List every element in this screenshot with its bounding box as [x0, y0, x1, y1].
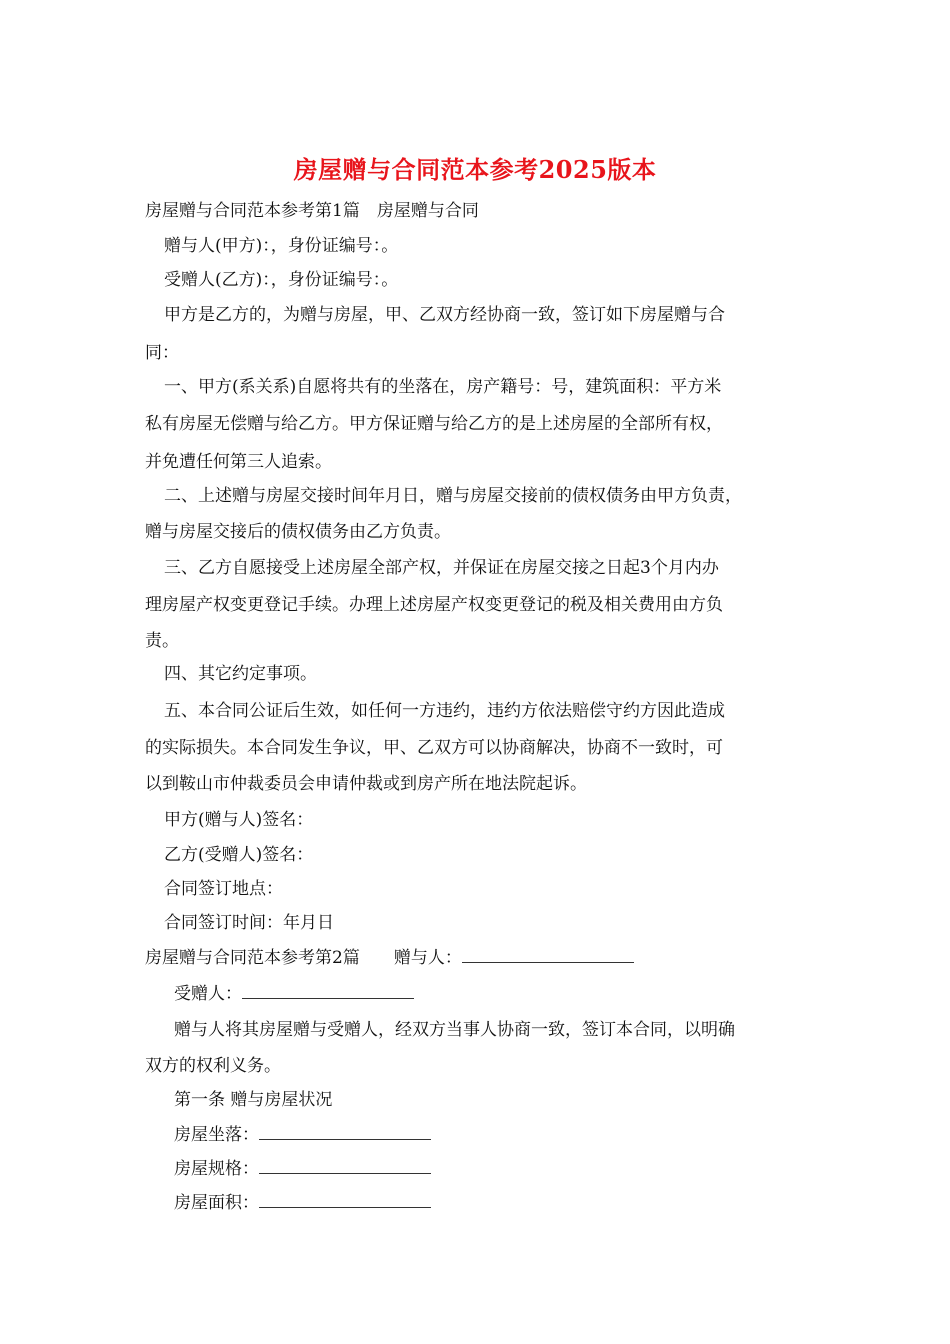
- paragraph-line: 以到鞍山市仲裁委员会申请仲裁或到房产所在地法院起诉。: [145, 774, 587, 794]
- donor-blank: [462, 948, 634, 963]
- paragraph-line: 四、其它约定事项。: [164, 664, 317, 684]
- paragraph-line: 私有房屋无偿赠与给乙方。甲方保证赠与给乙方的是上述房屋的全部所有权，: [145, 414, 723, 434]
- house-location-label: 房屋坐落：: [174, 1125, 259, 1145]
- house-location-line: [174, 1125, 431, 1145]
- paragraph-line: 一、甲方(系关系)自愿将共有的坐落在，房产籍号：号，建筑面积：平方米: [164, 377, 722, 397]
- donee-line: [174, 984, 414, 1004]
- donee-label: 受赠人：: [174, 984, 242, 1004]
- paragraph-line: 同：: [145, 343, 179, 363]
- section-2-heading: [145, 948, 634, 968]
- house-area-line: [174, 1193, 431, 1213]
- document-title: 房屋赠与合同范本参考2025版本: [293, 155, 657, 184]
- paragraph-line: 双方的权利义务。: [145, 1056, 281, 1076]
- paragraph-line: 责。: [145, 631, 179, 651]
- paragraph-line: 房屋赠与合同范本参考第1篇 房屋赠与合同: [145, 201, 479, 221]
- paragraph-line: 理房屋产权变更登记手续。办理上述房屋产权变更登记的税及相关费用由方负: [145, 595, 723, 615]
- house-spec-blank: [259, 1159, 431, 1174]
- paragraph-line: 的实际损失。本合同发生争议，甲、乙双方可以协商解决，协商不一致时，可: [145, 738, 723, 758]
- paragraph-line: 赠与人(甲方)：，身份证编号：。: [164, 236, 399, 256]
- house-spec-line: [174, 1159, 431, 1179]
- paragraph-line: 赠与房屋交接后的债权债务由乙方负责。: [145, 522, 451, 542]
- signature-line-party-a: 甲方(赠与人)签名：: [164, 810, 314, 830]
- house-spec-label: 房屋规格：: [174, 1159, 259, 1179]
- article-1-heading: 第一条 赠与房屋状况: [174, 1090, 333, 1110]
- donee-blank: [242, 984, 414, 999]
- house-area-blank: [259, 1193, 431, 1208]
- section-2-heading-text: 房屋赠与合同范本参考第2篇 赠与人：: [145, 948, 462, 968]
- paragraph-line: 受赠人(乙方)：，身份证编号：。: [164, 270, 399, 290]
- paragraph-line: 赠与人将其房屋赠与受赠人，经双方当事人协商一致，签订本合同，以明确: [174, 1020, 735, 1040]
- signing-place-line: 合同签订地点：: [164, 879, 283, 899]
- paragraph-line: 甲方是乙方的，为赠与房屋，甲、乙双方经协商一致，签订如下房屋赠与合: [164, 305, 725, 325]
- paragraph-line: 二、上述赠与房屋交接时间年月日，赠与房屋交接前的债权债务由甲方负责，: [164, 486, 742, 506]
- signing-date-line: 合同签订时间：年月日: [164, 913, 334, 933]
- house-area-label: 房屋面积：: [174, 1193, 259, 1213]
- paragraph-line: 三、乙方自愿接受上述房屋全部产权，并保证在房屋交接之日起3个月内办: [164, 558, 719, 578]
- signature-line-party-b: 乙方(受赠人)签名：: [164, 845, 314, 865]
- house-location-blank: [259, 1125, 431, 1140]
- paragraph-line: 并免遭任何第三人追索。: [145, 452, 332, 472]
- paragraph-line: 五、本合同公证后生效，如任何一方违约，违约方依法赔偿守约方因此造成: [164, 701, 725, 721]
